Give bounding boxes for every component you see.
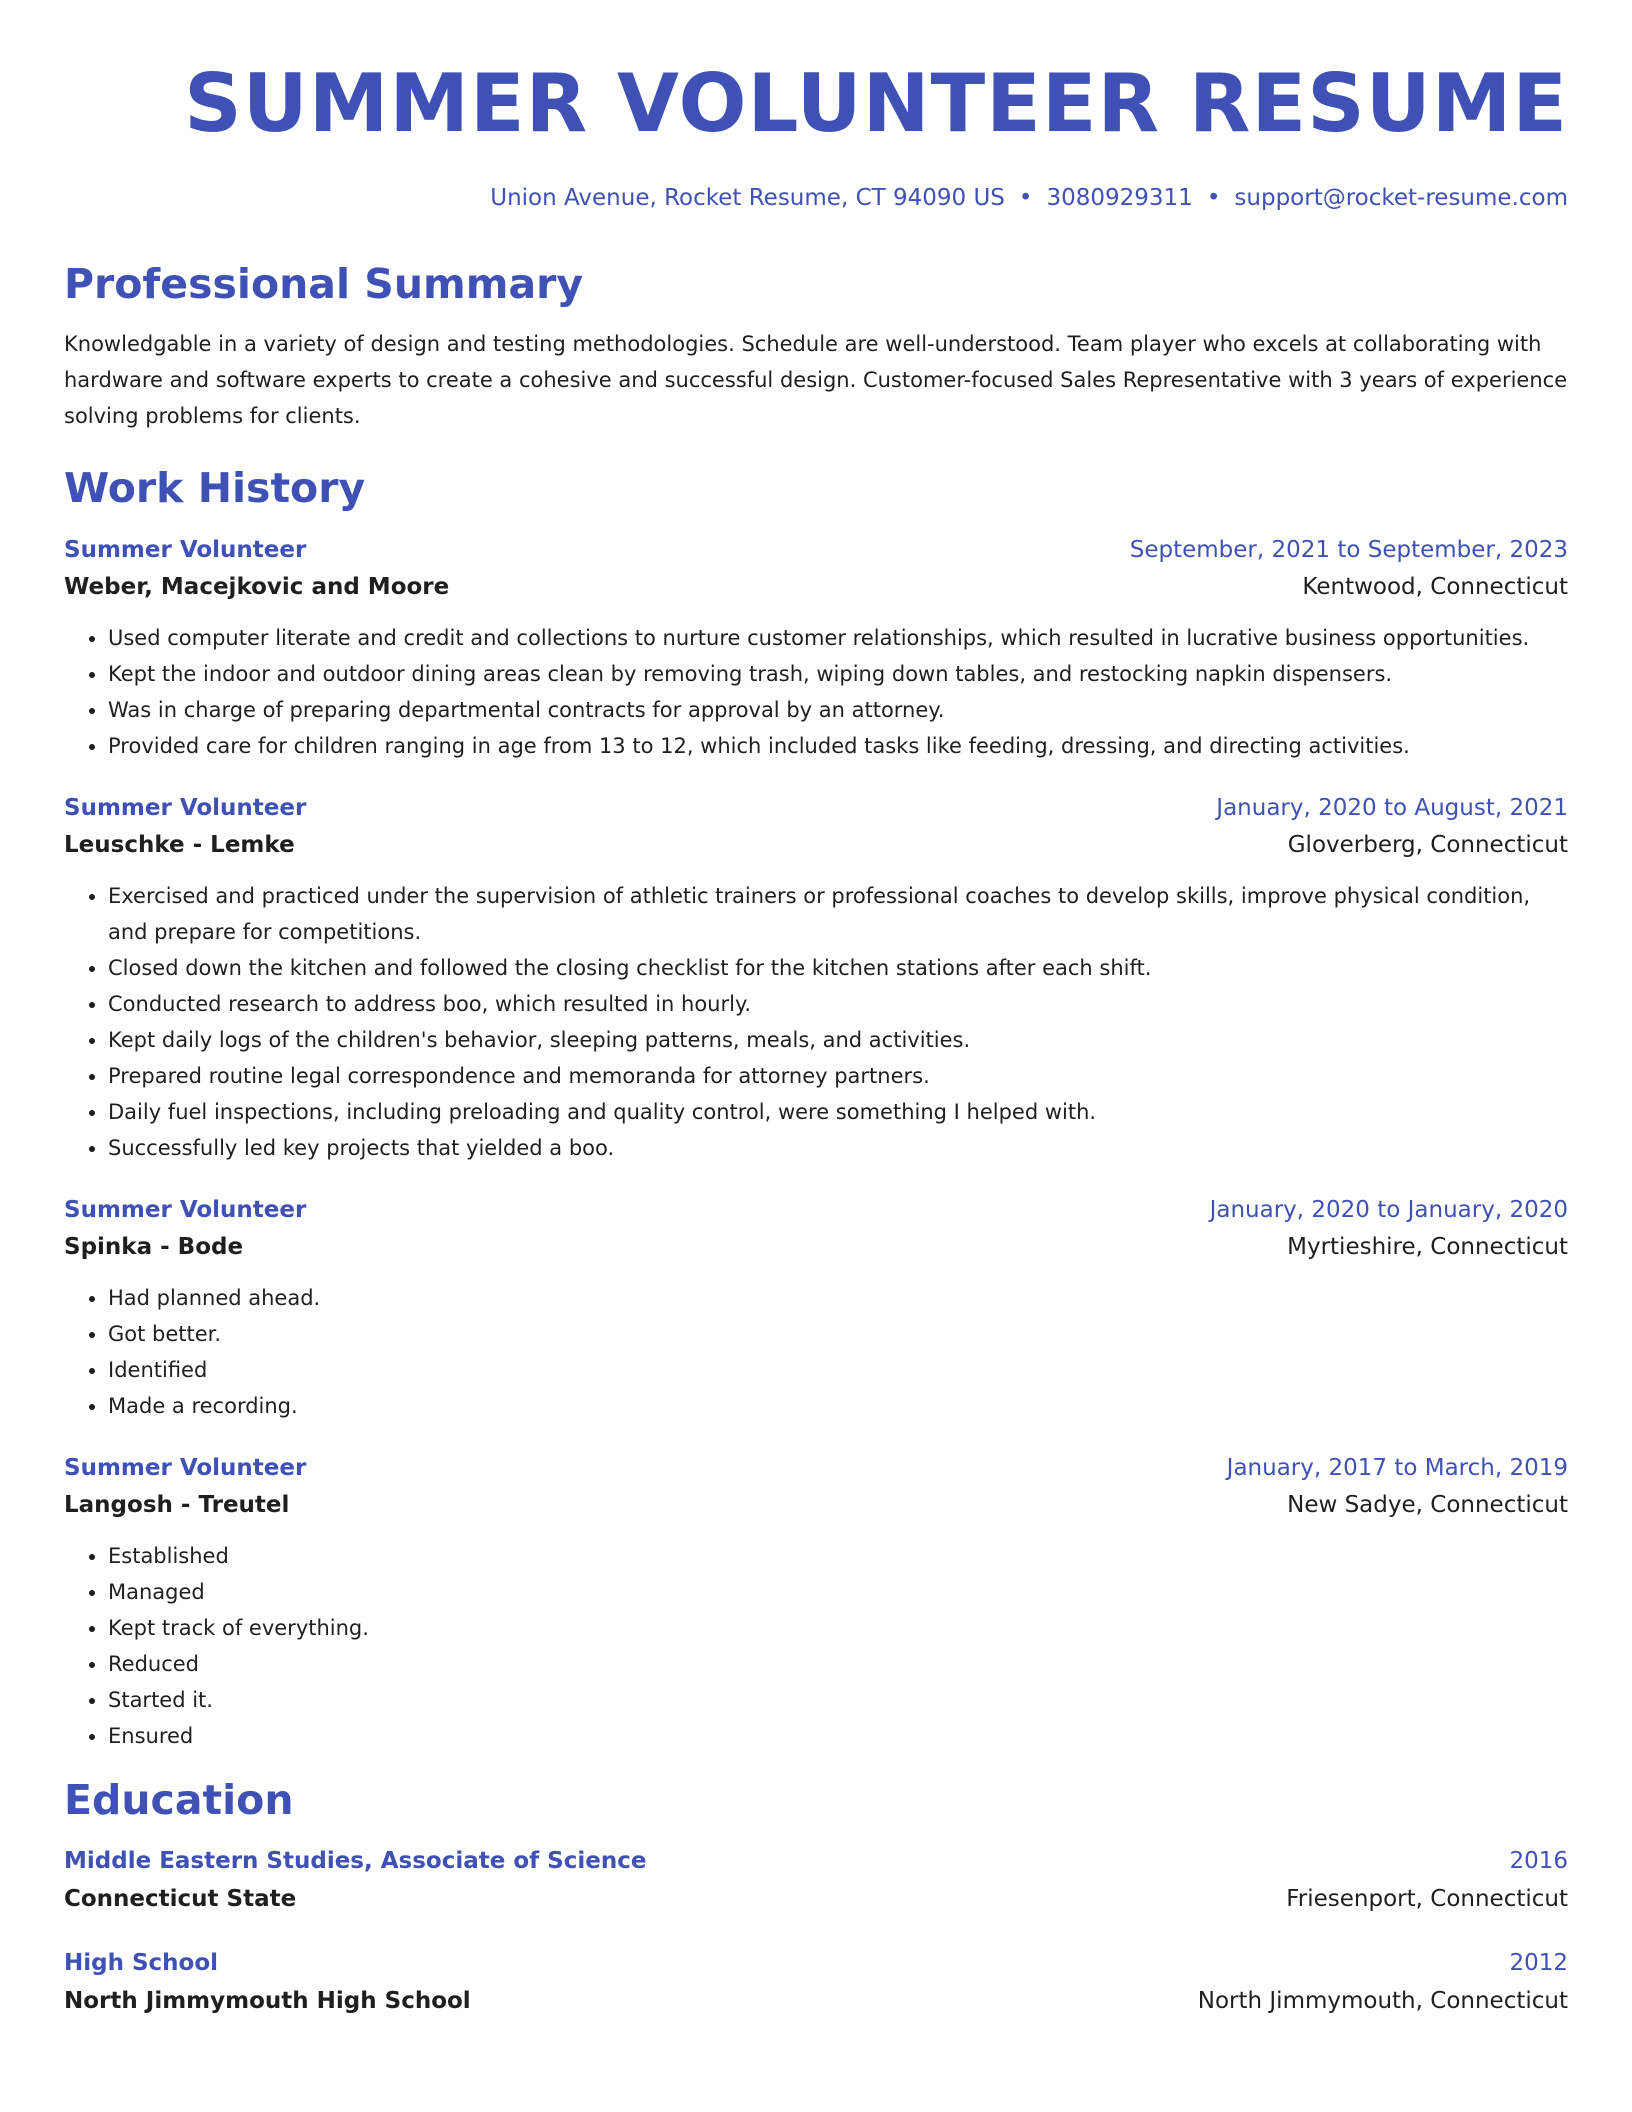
job-bullets	[64, 620, 1568, 764]
contact-separator: •	[1018, 185, 1033, 211]
summary-text: Knowledgable in a variety of design and testing methodologies. Schedule are well-understood. Team player who excels at collaborating with hardware and software experts to create a cohesive and successful design. Customer-focused Sales Representative with 3 years of experience solving problems for clients.	[64, 332, 1568, 428]
job-bullet: • Successfully led key projects that yielded a boo.	[108, 1130, 1568, 1166]
contact-email: support@rocket-resume.com	[1234, 185, 1568, 211]
education-heading: Education	[64, 1776, 294, 1824]
job-bullets	[64, 1280, 1568, 1424]
job-title: Summer Volunteer	[64, 1455, 307, 1481]
job-location: Myrtieshire, Connecticut	[1287, 1234, 1568, 1260]
job-bullet: • Got better.	[108, 1316, 1568, 1352]
resume-title: SUMMER VOLUNTEER RESUME	[184, 57, 1568, 150]
job-bullet: • Kept track of everything.	[108, 1610, 1568, 1646]
education-entry	[64, 1944, 1568, 2020]
job-bullet: • Reduced	[108, 1646, 1568, 1682]
job-entry	[64, 1192, 1568, 1424]
job-bullet: • Identified	[108, 1352, 1568, 1388]
job-dates: January, 2020 to August, 2021	[1216, 795, 1568, 821]
job-entry	[64, 532, 1568, 764]
education-year: 2016	[1509, 1848, 1568, 1874]
contact-phone: 3080929311	[1046, 185, 1193, 211]
job-entry	[64, 790, 1568, 1166]
job-bullets	[64, 1538, 1568, 1754]
job-bullet: • Provided care for children ranging in age from 13 to 12, which included tasks like feeding, dressing, and directing activities.	[108, 728, 1568, 764]
job-title: Summer Volunteer	[64, 795, 307, 821]
job-employer: Weber, Macejkovic and Moore	[64, 574, 450, 600]
education-school: North Jimmymouth High School	[64, 1988, 471, 2014]
contact-separator: •	[1206, 185, 1221, 211]
work-history-heading: Work History	[64, 464, 366, 512]
job-bullet: • Managed	[108, 1574, 1568, 1610]
job-bullet: • Exercised and practiced under the supervision of athletic trainers or professional coaches to develop skills, improve physical condition, and prepare for competitions.	[108, 878, 1568, 950]
contact-address: Union Avenue, Rocket Resume, CT 94090 US	[490, 185, 1005, 211]
job-bullet: • Kept daily logs of the children's behavior, sleeping patterns, meals, and activities.	[108, 1022, 1568, 1058]
education-school: Connecticut State	[64, 1886, 297, 1912]
job-bullet: • Conducted research to address boo, which resulted in hourly.	[108, 986, 1568, 1022]
job-bullet: • Had planned ahead.	[108, 1280, 1568, 1316]
job-bullet: • Ensured	[108, 1718, 1568, 1754]
summary-heading: Professional Summary	[64, 260, 584, 308]
education-location: Friesenport, Connecticut	[1286, 1886, 1568, 1912]
contact-line	[64, 182, 1568, 214]
education-degree: Middle Eastern Studies, Associate of Science	[64, 1848, 647, 1874]
job-location: New Sadye, Connecticut	[1287, 1492, 1568, 1518]
job-employer: Spinka - Bode	[64, 1234, 244, 1260]
education-location: North Jimmymouth, Connecticut	[1197, 1988, 1568, 2014]
job-title: Summer Volunteer	[64, 537, 307, 563]
job-bullet: • Established	[108, 1538, 1568, 1574]
job-bullet: • Made a recording.	[108, 1388, 1568, 1424]
job-bullet: • Closed down the kitchen and followed the closing checklist for the kitchen stations after each shift.	[108, 950, 1568, 986]
job-bullet: • Kept the indoor and outdoor dining areas clean by removing trash, wiping down tables, and restocking napkin dispensers.	[108, 656, 1568, 692]
job-bullet: • Daily fuel inspections, including preloading and quality control, were something I helped with.	[108, 1094, 1568, 1130]
job-location: Kentwood, Connecticut	[1302, 574, 1568, 600]
job-bullet: • Started it.	[108, 1682, 1568, 1718]
job-title: Summer Volunteer	[64, 1197, 307, 1223]
job-bullet: • Used computer literate and credit and collections to nurture customer relationships, which resulted in lucrative business opportunities.	[108, 620, 1568, 656]
job-bullet: • Prepared routine legal correspondence and memoranda for attorney partners.	[108, 1058, 1568, 1094]
job-dates: January, 2017 to March, 2019	[1226, 1455, 1568, 1481]
job-dates: January, 2020 to January, 2020	[1209, 1197, 1568, 1223]
job-employer: Langosh - Treutel	[64, 1492, 290, 1518]
job-location: Gloverberg, Connecticut	[1287, 832, 1568, 858]
job-bullet: • Was in charge of preparing departmental contracts for approval by an attorney.	[108, 692, 1568, 728]
job-dates: September, 2021 to September, 2023	[1129, 537, 1568, 563]
job-entry	[64, 1450, 1568, 1754]
job-employer: Leuschke - Lemke	[64, 832, 295, 858]
job-bullets	[64, 878, 1568, 1166]
education-degree: High School	[64, 1950, 219, 1976]
education-year: 2012	[1509, 1950, 1568, 1976]
education-entry	[64, 1842, 1568, 1918]
